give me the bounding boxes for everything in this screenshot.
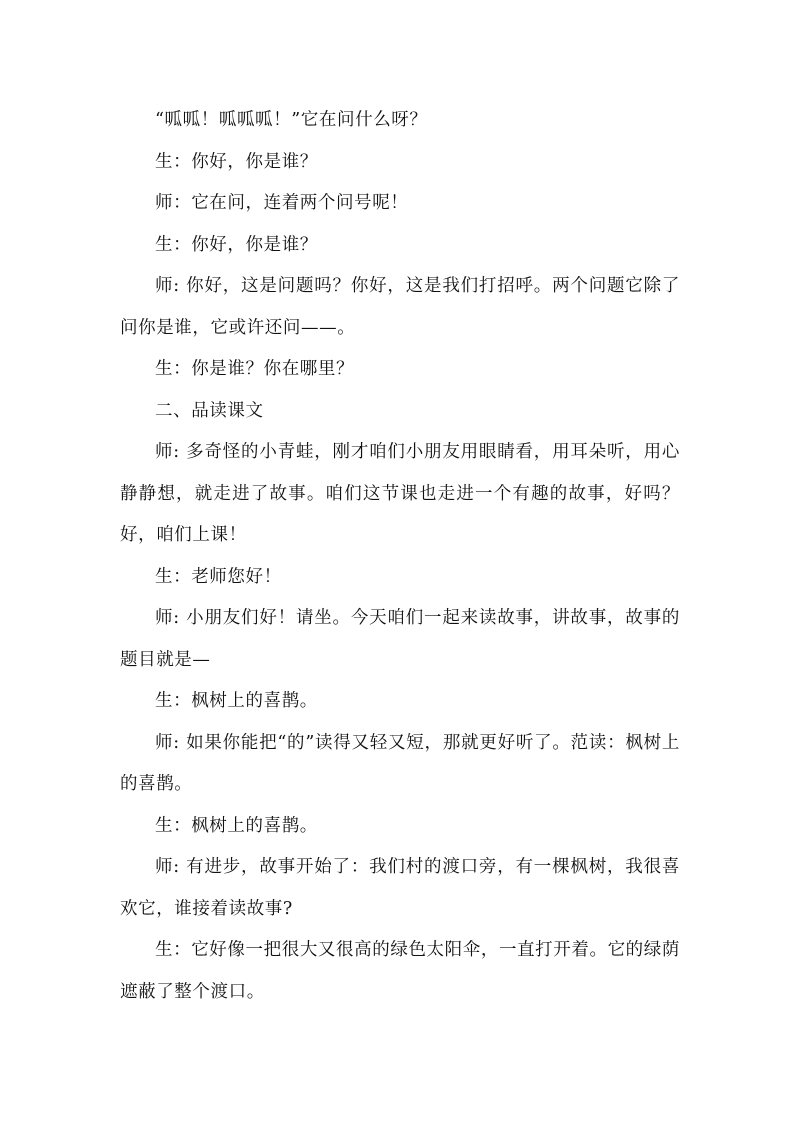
paragraph: “呱呱！呱呱呱！”它在问什么呀？: [155, 110, 428, 130]
paragraph: 生：枫树上的喜鹊。: [155, 691, 318, 711]
document-body: [120, 100, 680, 1013]
paragraph: 生：你好，你是谁？: [155, 151, 318, 172]
paragraph: 师: 小朋友们好！请坐。今天咱们一起来读故事，讲故事，故事的题目就是—: [120, 608, 680, 670]
paragraph: 生：枫树上的喜鹊。: [155, 815, 318, 836]
paragraph: 生：它好像一把很大又很高的绿色太阳伞，一直打开着。它的绿荫遮蔽了整个渡口。: [120, 940, 680, 1002]
paragraph: 师: 如果你能把“的”读得又轻又短，那就更好听了。范读：枫树上的喜鹊。: [120, 732, 680, 794]
paragraph: 师: 你好，这是问题吗？你好，这是我们打招呼。两个问题它除了问你是谁，它或许还问——。: [120, 276, 680, 338]
section-heading: 二、品读课文: [155, 400, 264, 421]
paragraph: 师：它在问，连着两个问号呢！: [155, 193, 409, 213]
paragraph: 师: 有进步，故事开始了：我们村的渡口旁，有一棵枫树，我很喜欢它，谁接着读故事?: [120, 857, 680, 919]
paragraph: 生：你是谁？你在哪里？: [155, 359, 355, 379]
paragraph: 生：你好，你是谁？: [155, 234, 318, 255]
paragraph: 生：老师您好！: [155, 566, 282, 587]
paragraph: 师: 多奇怪的小青蛙，刚才咱们小朋友用眼睛看，用耳朵听，用心静静想，就走进了故事。咱们这节课也走进一个有趣的故事，好吗？好，咱们上课！: [120, 442, 680, 545]
